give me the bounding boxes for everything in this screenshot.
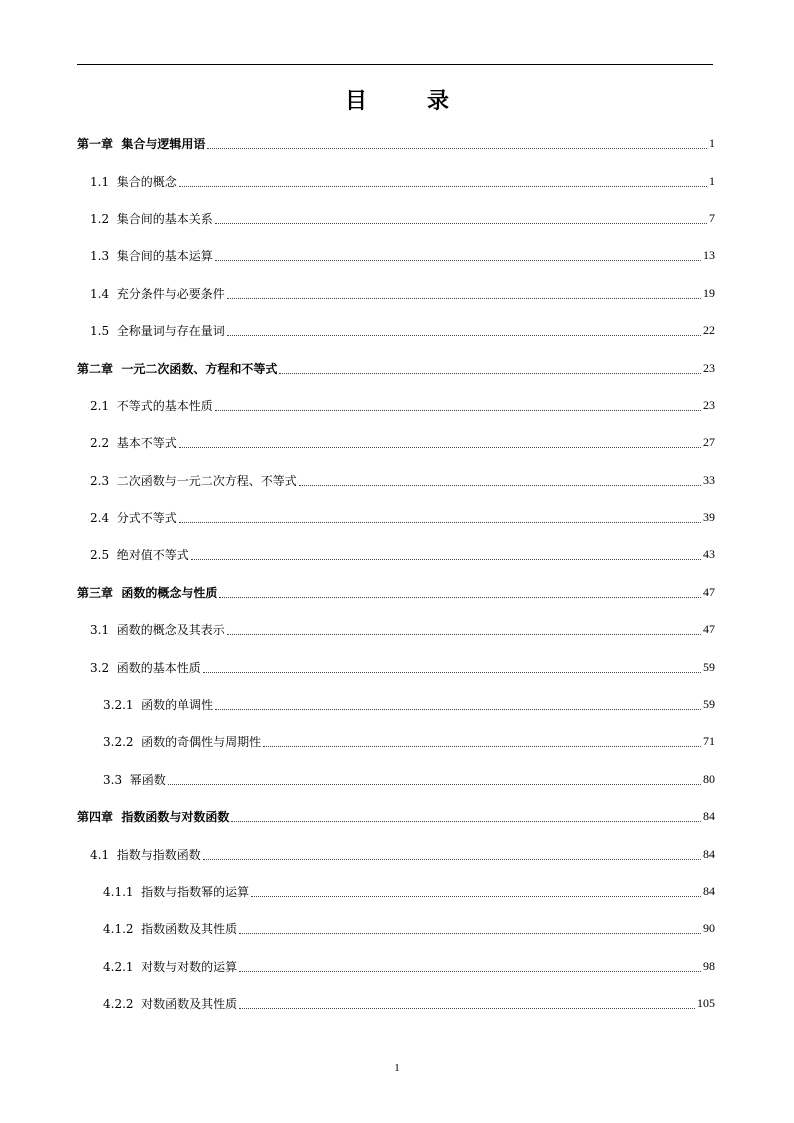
toc-entry-label: 4.2.2 对数函数及其性质 xyxy=(103,997,238,1012)
toc-dot-leader xyxy=(168,784,701,785)
toc-entry[interactable] xyxy=(77,349,715,386)
toc-entry-page: 23 xyxy=(703,360,715,375)
toc-entry-page: 98 xyxy=(703,958,715,973)
toc-entry-label: 3.2.2 函数的奇偶性与周期性 xyxy=(103,735,262,750)
toc-entry-label: 2.3 二次函数与一元二次方程、不等式 xyxy=(90,473,297,488)
toc-dot-leader xyxy=(215,709,701,710)
toc-dot-leader xyxy=(263,746,701,747)
toc-dot-leader xyxy=(219,597,701,598)
toc-entry[interactable] xyxy=(77,424,715,461)
toc-entry-label: 第一章 集合与逻辑用语 xyxy=(77,137,206,152)
toc-entry-label: 4.1.1 指数与指数幂的运算 xyxy=(103,885,250,899)
toc-entry-label: 第四章 指数函数与对数函数 xyxy=(77,810,230,825)
toc-dot-leader xyxy=(227,335,701,336)
title-char-2: 录 xyxy=(427,89,450,114)
toc-entry[interactable] xyxy=(77,162,715,199)
toc-entry-label: 3.2 函数的基本性质 xyxy=(90,660,201,675)
toc-dot-leader xyxy=(239,933,701,934)
toc-entry-label: 1.4 充分条件与必要条件 xyxy=(90,286,225,301)
toc-entry[interactable] xyxy=(77,387,715,424)
table-of-contents xyxy=(77,125,715,1022)
page-number: 1 xyxy=(394,1062,400,1074)
toc-entry[interactable] xyxy=(77,125,715,162)
toc-entry-page: 90 xyxy=(703,921,715,936)
toc-entry[interactable] xyxy=(77,462,715,499)
title-char-1: 目 xyxy=(344,89,367,114)
toc-dot-leader xyxy=(203,672,701,673)
toc-entry-page: 27 xyxy=(703,435,715,450)
toc-entry-page: 59 xyxy=(703,659,715,674)
toc-dot-leader xyxy=(179,447,701,448)
toc-entry-label: 1.1 集合的概念 xyxy=(90,174,177,189)
toc-entry-label: 1.5 全称量词与存在量词 xyxy=(90,324,225,339)
toc-entry-label: 3.3 幂函数 xyxy=(103,772,166,787)
toc-dot-leader xyxy=(251,896,701,897)
toc-dot-leader xyxy=(179,522,701,523)
toc-entry[interactable] xyxy=(77,648,715,685)
toc-dot-leader xyxy=(227,634,701,635)
toc-entry-page: 80 xyxy=(703,771,715,786)
toc-entry[interactable] xyxy=(77,574,715,611)
toc-dot-leader xyxy=(239,971,701,972)
toc-dot-leader xyxy=(231,821,701,822)
toc-entry-label: 2.4 分式不等式 xyxy=(90,511,177,526)
toc-dot-leader xyxy=(191,559,701,560)
toc-dot-leader xyxy=(207,148,707,149)
toc-entry-label: 3.2.1 函数的单调性 xyxy=(103,698,214,713)
toc-entry-page: 33 xyxy=(703,472,715,487)
toc-entry-page: 84 xyxy=(703,809,715,824)
toc-entry-page: 13 xyxy=(703,248,715,263)
toc-entry-page: 84 xyxy=(703,884,715,898)
toc-entry-label: 1.2 集合间的基本关系 xyxy=(90,211,213,226)
toc-entry[interactable] xyxy=(77,910,715,947)
toc-entry-label: 2.2 基本不等式 xyxy=(90,436,177,451)
toc-entry-label: 2.1 不等式的基本性质 xyxy=(90,398,213,413)
toc-entry[interactable] xyxy=(77,611,715,648)
toc-dot-leader xyxy=(299,485,701,486)
toc-entry[interactable] xyxy=(77,499,715,536)
toc-dot-leader xyxy=(239,1008,695,1009)
toc-entry-page: 1 xyxy=(709,173,715,188)
toc-entry-page: 39 xyxy=(703,510,715,525)
toc-entry-label: 第二章 一元二次函数、方程和不等式 xyxy=(77,361,278,376)
toc-entry[interactable] xyxy=(77,237,715,274)
toc-entry-page: 43 xyxy=(703,547,715,562)
toc-dot-leader xyxy=(279,373,701,374)
toc-entry-label: 1.3 集合间的基本运算 xyxy=(90,249,213,264)
toc-entry[interactable] xyxy=(77,985,715,1022)
toc-entry-page: 19 xyxy=(703,285,715,300)
toc-entry-label: 4.2.1 对数与对数的运算 xyxy=(103,959,238,974)
toc-entry[interactable] xyxy=(77,835,715,872)
toc-entry[interactable] xyxy=(77,873,715,910)
toc-entry-label: 4.1.2 指数函数及其性质 xyxy=(103,922,238,937)
toc-entry-page: 71 xyxy=(703,734,715,749)
toc-entry[interactable] xyxy=(77,761,715,798)
toc-entry-page: 7 xyxy=(709,210,715,225)
toc-entry-page: 23 xyxy=(703,397,715,412)
toc-entry[interactable] xyxy=(77,723,715,760)
toc-entry-page: 84 xyxy=(703,846,715,861)
toc-entry-page: 22 xyxy=(703,323,715,338)
header-rule xyxy=(77,64,713,65)
toc-entry-label: 3.1 函数的概念及其表示 xyxy=(90,623,225,638)
page-title xyxy=(0,84,794,115)
toc-dot-leader xyxy=(215,223,707,224)
toc-dot-leader xyxy=(227,298,701,299)
toc-entry-label: 4.1 指数与指数函数 xyxy=(90,847,201,862)
toc-entry-page: 1 xyxy=(709,136,715,151)
toc-dot-leader xyxy=(203,859,701,860)
toc-entry[interactable] xyxy=(77,686,715,723)
toc-dot-leader xyxy=(179,186,707,187)
toc-entry-page: 47 xyxy=(703,584,715,599)
toc-entry[interactable] xyxy=(77,275,715,312)
toc-entry-page: 47 xyxy=(703,622,715,637)
toc-entry-page: 105 xyxy=(697,996,715,1011)
toc-dot-leader xyxy=(215,410,701,411)
toc-entry[interactable] xyxy=(77,312,715,349)
toc-entry-label: 2.5 绝对值不等式 xyxy=(90,548,189,563)
toc-entry[interactable] xyxy=(77,200,715,237)
toc-dot-leader xyxy=(215,260,701,261)
toc-entry[interactable] xyxy=(77,798,715,835)
toc-entry[interactable] xyxy=(77,948,715,985)
toc-entry[interactable] xyxy=(77,536,715,573)
toc-entry-label: 第三章 函数的概念与性质 xyxy=(77,585,218,600)
toc-entry-page: 59 xyxy=(703,697,715,712)
